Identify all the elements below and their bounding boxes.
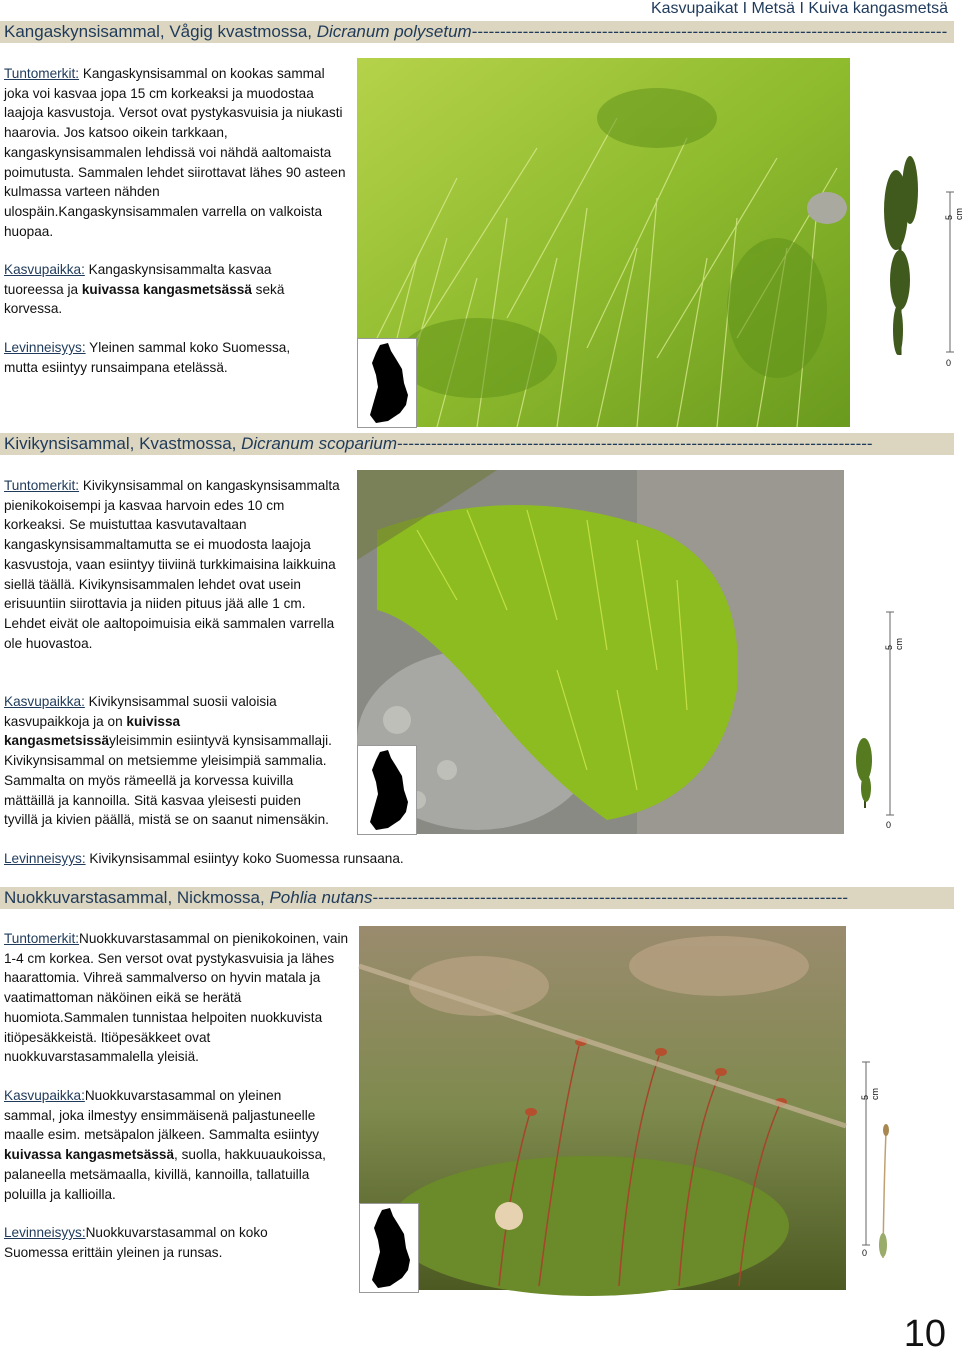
levinneisyys-3: Levinneisyys:Nuokkuvarstasammal on koko Suomessa erittäin yleinen ja runsas. (4, 1225, 268, 1260)
title-common: Nuokkuvarstasammal, Nickmossa, (4, 888, 270, 907)
page-number: 10 (903, 1313, 946, 1355)
tuntomerkit-label: Tuntomerkit: (4, 66, 80, 81)
title-common: Kivikynsisammal, Kvastmossa, (4, 434, 242, 453)
finland-distribution-map-2 (357, 745, 417, 835)
tuntomerkit-1 (4, 64, 349, 241)
kasvupaikka-label: Kasvupaikka: (4, 694, 85, 709)
kasvupaikka-3: Kasvupaikka:Nuokkuvarstasammal on yleinen sammal, joka ilmestyy ensimmäisenä paljastuneelle maalle esim. metsäpalon jälkeen. Sammalta esiintyy kuivassa kangasmetsässä, suolla, hakkuuaukoissa, palaneella metsämaalla, kivillä, kannoilla, tallatuilla poluilla ja kallioilla. (4, 1088, 326, 1202)
levinneisyys-label: Levinneisyys: (4, 1225, 86, 1240)
kasvupaikka-label: Kasvupaikka: (4, 1088, 85, 1103)
title-latin: Dicranum scoparium (241, 434, 398, 453)
section-title-2 (0, 433, 954, 455)
specimen-dicranum-polysetum (872, 150, 928, 360)
scale-bar-3: 5 cm 0 (860, 1088, 880, 1258)
title-latin: Dicranum polysetum (316, 22, 472, 41)
section-title-3 (0, 887, 954, 909)
scale-bar-1: 5 cm 0 (944, 208, 964, 368)
moss-photo-dicranum-polysetum (357, 58, 850, 427)
tuntomerkit-text: Kangaskynsisammal on kookas sammal joka voi kasvaa jopa 15 cm korkeaksi ja muodostaa laajoja kasvustoja. Versot ovat pystykasvuisia ja niukasti haarovia. Jos katsoo oikein tarkkaan, kangaskynsisammalen lehdissä voi nähdä aaltomaista poimutusta. Sammalen lehdet siirottavat lähes 90 asteen kulmassa varteen nähden ulospäin.Kangaskynsisammalen varrella on valkoista huopaa. (4, 66, 346, 239)
levinneisyys-label: Levinneisyys: (4, 340, 86, 355)
title-dashes: ------------------------------------------------------------------------------------ (372, 888, 849, 907)
tuntomerkit-label: Tuntomerkit: (4, 478, 80, 493)
moss-photo-dicranum-scoparium (357, 470, 844, 834)
scale-bar-2: 5 cm 0 (884, 638, 904, 830)
moss-photo-pohlia-nutans (359, 926, 846, 1290)
finland-distribution-map-3 (359, 1203, 419, 1293)
levinneisyys-2: Levinneisyys: Kivikynsisammal esiintyy koko Suomessa runsaana. (4, 851, 404, 866)
kasvupaikka-label: Kasvupaikka: (4, 262, 85, 277)
finland-distribution-map-1 (357, 338, 417, 428)
title-latin: Pohlia nutans (269, 888, 373, 907)
title-dashes: ------------------------------------------------------------------------------------ (471, 22, 948, 41)
title-dashes: ------------------------------------------------------------------------------------ (397, 434, 873, 453)
breadcrumb: Kasvupaikat I Metsä I Kuiva kangasmetsä (650, 0, 948, 17)
tuntomerkit-3: Tuntomerkit:Nuokkuvarstasammal on pienikokoinen, vain 1-4 cm korkea. Sen versot ovat pystykasvuisia ja lähes haarattomia. Vihreä sammalverso on hyvin matala ja vaatimattoman näköinen eikä se herätä huomiota.Sammalen tunnistaa helpoiten nuokkuvista itiöpesäkkeistä. Itiöpesäkkeet ovat nuokkuvarstasammalella yleisiä. (4, 931, 349, 1065)
kasvupaikka-2: Kasvupaikka: Kivikynsisammal suosii valoisia kasvupaikkoja ja on kuivissa kangasmetsissäyleisimmin esiintyvä kynsisammallaji. Kivikynsisammal on metsiemme yleisimpiä sammalia. Sammalta on myös rämeellä ja korvessa kuivilla mättäillä ja kannoilla. Sitä kasvaa yleisesti puiden tyvillä ja kivien päällä, mistä se on saanut nimensäkin. (4, 694, 332, 828)
section-title-1 (0, 21, 954, 43)
tuntomerkit-label: Tuntomerkit: (4, 931, 80, 946)
kasvupaikka-1: Kasvupaikka: Kangaskynsisammalta kasvaa tuoreessa ja kuivassa kangasmetsässä sekä korvessa. (4, 262, 285, 317)
tuntomerkit-2: Tuntomerkit: Kivikynsisammal on kangaskynsisammalta pienikokoisempi ja kasvaa harvoin edes 10 cm korkeaksi. Se muistuttaa kasvutavaltaan kangaskynsisammaltamutta se ei muodosta laajoja kasvustoja, vaan esiintyy tiiviinä turkkimaisina laikkuina siellä täällä. Kivikynsisammalen lehdet ovat usein erisuuntiin siirottavia ja niiden pituus jää alle 1 cm. Lehdet eivät ole aaltopoimuisia eikä sammalen varrella ole huovastoa. (4, 478, 340, 651)
levinneisyys-label: Levinneisyys: (4, 851, 86, 866)
levinneisyys-1: Levinneisyys: Yleinen sammal koko Suomessa, mutta esiintyy runsaimpana etelässä. (4, 340, 291, 375)
specimen-dicranum-scoparium (850, 730, 880, 810)
title-common: Kangaskynsisammal, Vågig kvastmossa, (4, 22, 317, 41)
